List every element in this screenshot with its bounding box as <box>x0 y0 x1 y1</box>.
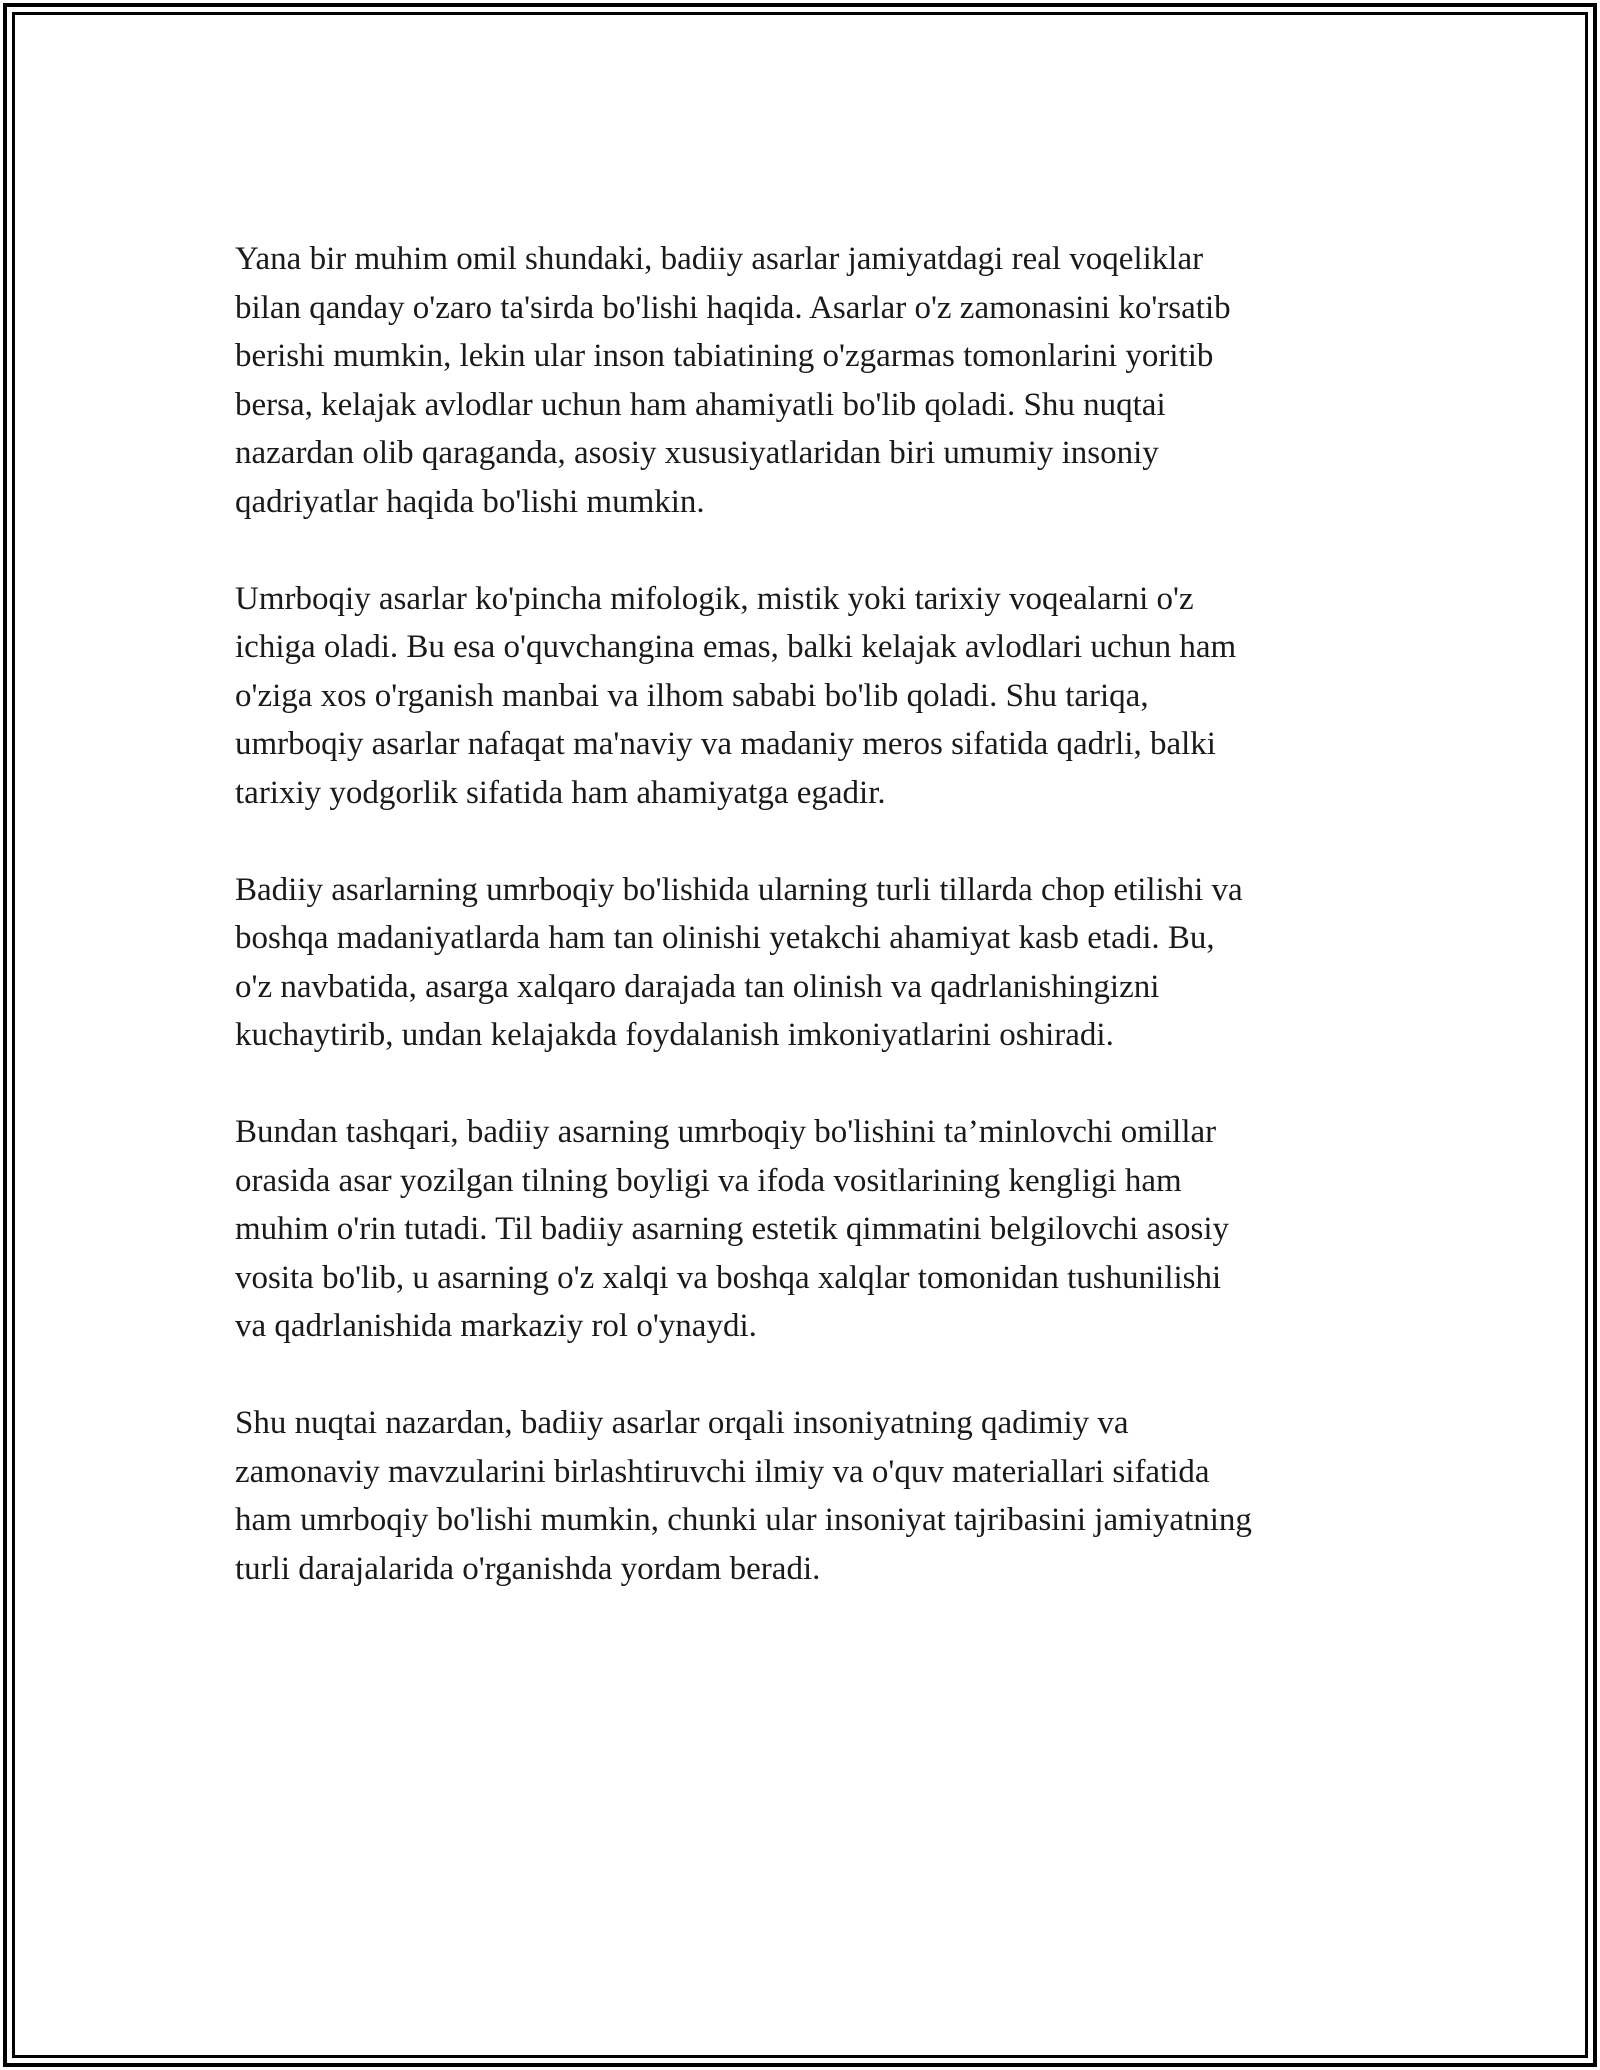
text-line: o'z navbatida, asarga xalqaro darajada tan olinish va qadrlanishingizni <box>235 968 1160 1005</box>
text-line: bilan qanday o'zaro ta'sirda bo'lishi haqida. Asarlar o'z zamonasini ko'rsatib <box>235 289 1231 326</box>
text-line: ichiga oladi. Bu esa o'quvchangina emas, balki kelajak avlodlari uchun ham <box>235 629 1237 665</box>
text-line: nazardan olib qaraganda, asosiy xususiyatlaridan biri umumiy insoniy <box>235 435 1159 471</box>
text-line: bersa, kelajak avlodlar uchun ham ahamiyatli bo'lib qoladi. Shu nuqtai <box>235 386 1166 423</box>
text-line: Umrboqiy asarlar ko'pincha mifologik, mistik yoki tarixiy voqealarni o'z <box>235 580 1194 617</box>
text-line: Yana bir muhim omil shundaki, badiiy asarlar jamiyatdagi real voqeliklar <box>235 241 1204 277</box>
text-line: umrboqiy asarlar nafaqat ma'naviy va madaniy meros sifatida qadrli, balki <box>235 726 1216 762</box>
text-line: boshqa madaniyatlarda ham tan olinishi yetakchi ahamiyat kasb etadi. Bu, <box>235 920 1215 956</box>
paragraph-2 <box>235 575 1385 818</box>
text-line: zamonaviy mavzularini birlashtiruvchi ilmiy va o'quv materiallari sifatida <box>235 1453 1210 1490</box>
paragraph-5 <box>235 1399 1385 1593</box>
text-line: muhim o'rin tutadi. Til badiiy asarning estetik qimmatini belgilovchi asosiy <box>235 1211 1230 1247</box>
text-line: orasida asar yozilgan tilning boyligi va ifoda vositlarining kengligi ham <box>235 1162 1182 1199</box>
text-line: Badiiy asarlarning umrboqiy bo'lishida ularning turli tillarda chop etilishi va <box>235 871 1243 908</box>
text-line: va qadrlanishida markaziy rol o'ynaydi. <box>235 1308 757 1344</box>
text-line: berishi mumkin, lekin ular inson tabiatining o'zgarmas tomonlarini yoritib <box>235 338 1214 374</box>
text-line: kuchaytirib, undan kelajakda foydalanish imkoniyatlarini oshiradi. <box>235 1017 1114 1053</box>
text-line: ham umrboqiy bo'lishi mumkin, chunki ular insoniyat tajribasini jamiyatning <box>235 1502 1252 1538</box>
paragraph-3 <box>235 866 1385 1060</box>
paragraph-4 <box>235 1108 1385 1351</box>
text-line: tarixiy yodgorlik sifatida ham ahamiyatga egadir. <box>235 774 886 811</box>
text-line: Bundan tashqari, badiiy asarning umrboqiy bo'lishini ta’minlovchi omillar <box>235 1114 1217 1150</box>
document-body <box>235 235 1385 1642</box>
text-line: o'ziga xos o'rganish manbai va ilhom sababi bo'lib qoladi. Shu tariqa, <box>235 677 1149 714</box>
text-line: vosita bo'lib, u asarning o'z xalqi va boshqa xalqlar tomonidan tushunilishi <box>235 1259 1222 1296</box>
text-line: qadriyatlar haqida bo'lishi mumkin. <box>235 483 705 520</box>
text-line: Shu nuqtai nazardan, badiiy asarlar orqali insoniyatning qadimiy va <box>235 1405 1129 1441</box>
text-line: turli darajalarida o'rganishda yordam beradi. <box>235 1550 821 1587</box>
paragraph-1 <box>235 235 1385 526</box>
